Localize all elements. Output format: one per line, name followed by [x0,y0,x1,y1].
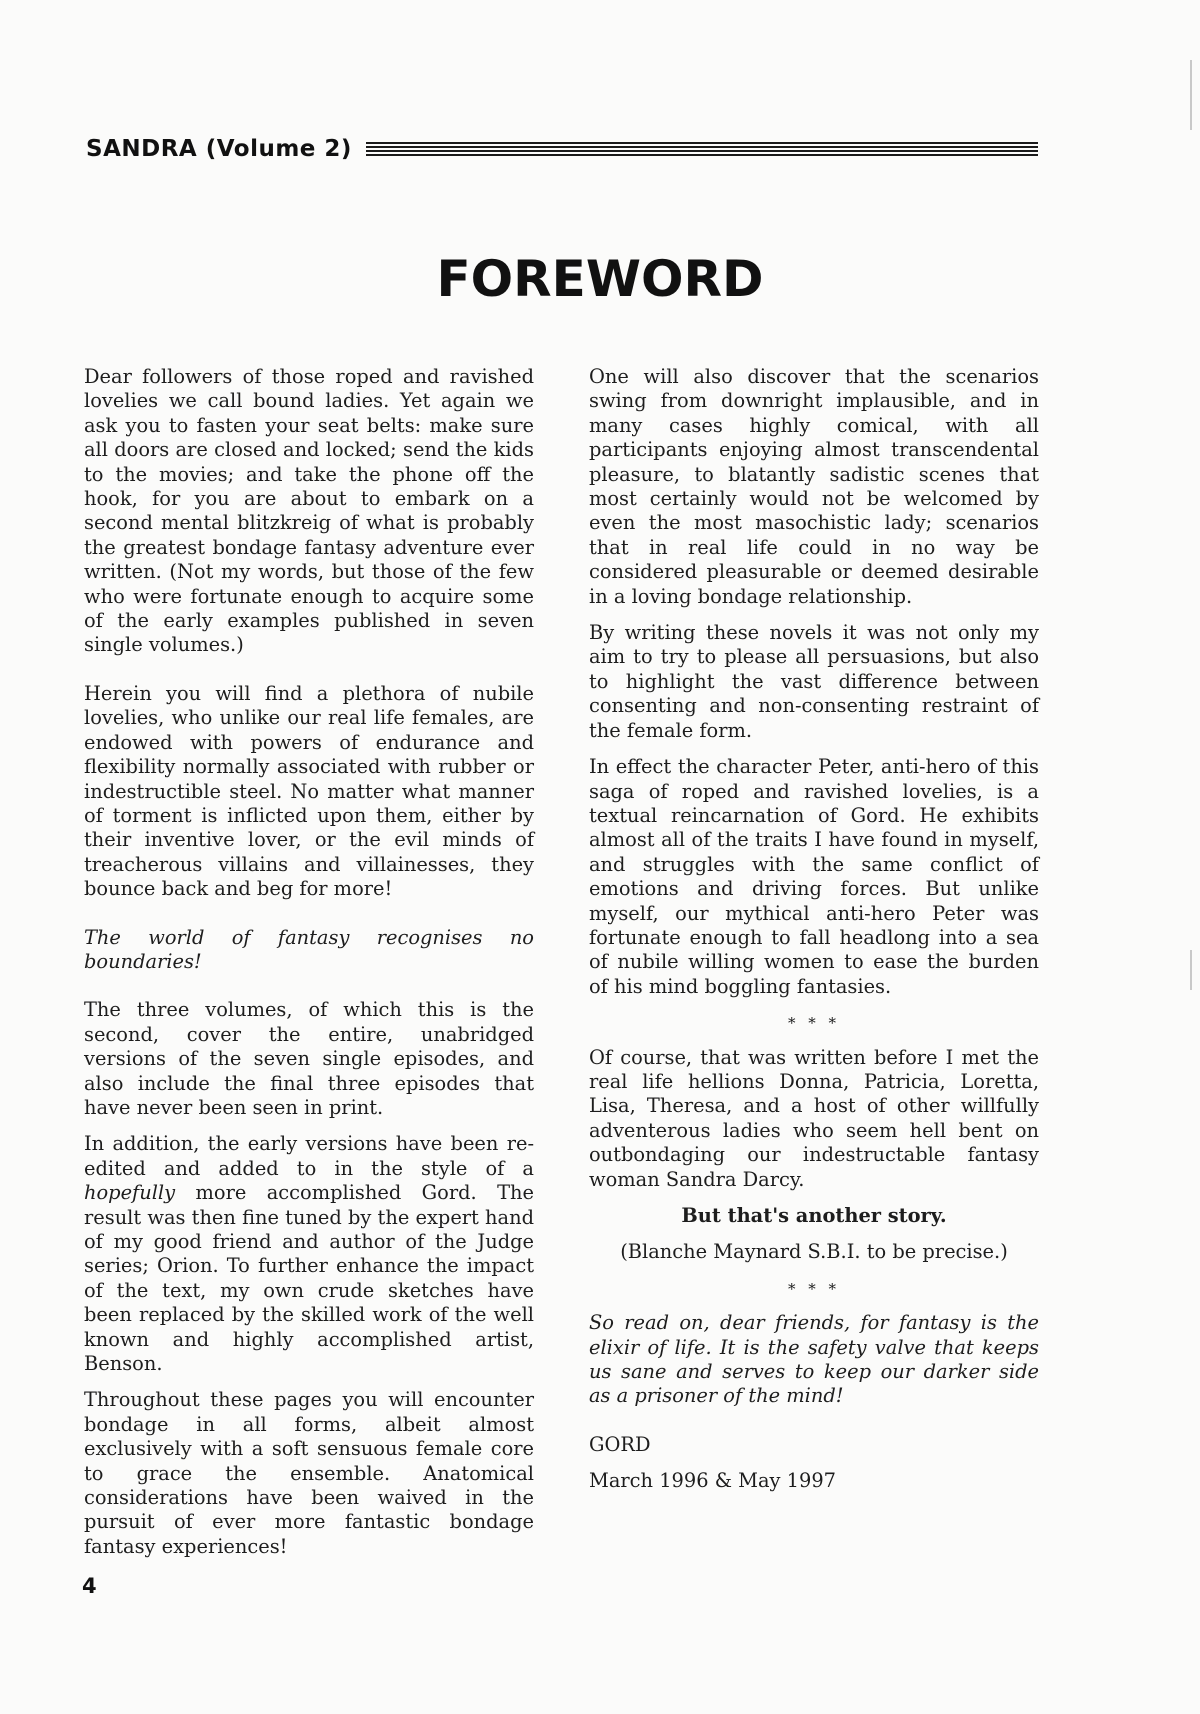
scan-edge-mark [1190,950,1192,990]
section-divider: * * * [787,1014,841,1033]
running-head-title: SANDRA (Volume 2) [86,136,352,162]
running-head [86,134,1038,164]
italic-text: hopefully [84,1181,176,1205]
left-column [84,365,534,1571]
closing-quote: So read on, dear friends, for fantasy is the elixir of life. It is the safety valve that keeps us sane and serves to keep our darker side as a prisoner of the mind! [589,1311,1039,1408]
paragraph: Throughout these pages you will encounter bondage in all forms, albeit almost exclusively with a soft sensuous female core to grace the ensemble. Anatomical considerations have been waived in the pursuit of ever more fantastic bondage fantasy experiences! [84,1388,534,1558]
right-column [589,365,1039,1506]
text-run: more accomplished Gord. The result was then fine tuned by the expert hand of my good friend and author of the Judge series; Orion. To further enhance the impact of the text, my own crude sketches have been replaced by the skilled work of the well known and highly accomplished artist, Benson. [84,1181,534,1376]
page-heading: FOREWORD [436,250,764,308]
parenthetical-line: (Blanche Maynard S.B.I. to be precise.) [620,1240,1008,1264]
running-head-rule [366,142,1038,156]
paragraph: The three volumes, of which this is the second, cover the entire, unabridged versions of the seven single episodes, and also include the final three episodes that have never been seen in print. [84,998,534,1119]
tagline: The world of fantasy recognises no boundaries! [84,925,534,973]
paragraph: By writing these novels it was not only my aim to try to please all persuasions, but also to highlight the vast difference between consenting and non-consenting restraint of the female form. [589,621,1039,742]
paragraph: In effect the character Peter, anti-hero of this saga of roped and ravished lovelies, is a textual reincarnation of Gord. He exhibits almost all of the traits I have found in myself, and struggles with the same conflict of emotions and driving forces. But unlike myself, our mythical anti-hero Peter was fortunate enough to fall headlong into a sea of nubile willing women to ease the burden of his mind boggling fantasies. [589,755,1039,998]
paragraph: Of course, that was written before I met the real life hellions Donna, Patricia, Loretta, Lisa, Theresa, and a host of other willfully adventerous ladies who seem hell bent on outbondaging our indestructable fantasy woman Sandra Darcy. [589,1045,1039,1191]
paragraph: Herein you will find a plethora of nubile lovelies, who unlike our real life females, are endowed with powers of endurance and flexibility normally associated with rubber or indestructible steel. No matter what manner of torment is inflicted upon them, either by their inventive lover, or the evil minds of treacherous villains and villainesses, they bounce back and beg for more! [84,681,534,901]
scan-edge-mark [1190,60,1192,130]
bold-line: But that's another story. [681,1204,947,1227]
signature: GORD [589,1432,651,1456]
paragraph [84,1132,534,1376]
paragraph: Dear followers of those roped and ravished lovelies we call bound ladies. Yet again we ask you to fasten your seat belts: make sure all doors are closed and locked; send the kids to the movies; and take the phone off the hook, for you are about to embark on a second mental blitzkreig of what is probably the greatest bondage fantasy adventure ever written. (Not my words, but those of the few who were fortunate enough to acquire some of the early examples published in seven single volumes.) [84,365,534,657]
text-run: In addition, the early versions have been re-edited and added to in the style of a [84,1132,534,1180]
signature-dates: March 1996 & May 1997 [589,1469,837,1493]
paragraph: One will also discover that the scenarios swing from downright implausible, and in many cases highly comical, with all participants enjoying almost transcendental pleasure, to blatantly sadistic scenes that most certainly would not be welcomed by even the most masochistic lady; scenarios that in real life could in no way be considered pleasurable or deemed desirable in a loving bondage relationship. [589,365,1039,608]
page-number: 4 [82,1574,97,1598]
section-divider: * * * [787,1279,841,1298]
